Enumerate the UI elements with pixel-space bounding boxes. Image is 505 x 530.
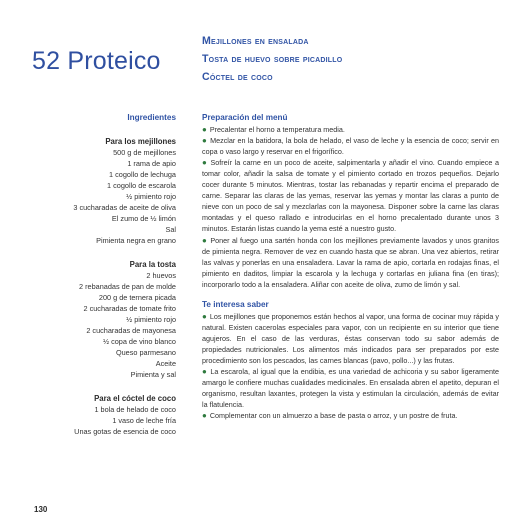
ingredient-group-tosta [6, 259, 176, 380]
ingredients-column [6, 112, 176, 450]
ingredient-item: ½ pimiento rojo [126, 192, 176, 201]
ingredient-item: Unas gotas de esencia de coco [74, 427, 176, 436]
ingredient-item: 2 huevos [146, 271, 176, 280]
ingredient-item: 3 cucharadas de aceite de oliva [73, 203, 176, 212]
interest-text: Complementar con un almuerzo a base de pasta o arroz, y un postre de fruta. [209, 411, 458, 421]
ingredient-group-mejillones [6, 136, 176, 246]
ingredient-item: Sal [165, 225, 176, 234]
ingredient-group-coctel [6, 393, 176, 437]
ingredient-item: 2 cucharadas de mayonesa [86, 326, 176, 335]
ingredient-item: ½ pimiento rojo [126, 315, 176, 324]
ingredient-item: Pimienta y sal [130, 370, 176, 379]
preparation-step [202, 124, 499, 135]
page-title: 52 Proteico [32, 46, 161, 75]
interest-item [202, 311, 499, 366]
ingredient-item: Aceite [155, 359, 176, 368]
ingredient-group-title: Para el cóctel de coco [94, 394, 176, 403]
step-text: Precalentar el horno a temperatura media. [209, 125, 345, 135]
preparation-step [202, 157, 499, 234]
ingredient-item: 1 bola de helado de coco [94, 405, 176, 414]
bullet-icon: ● [202, 235, 208, 245]
ingredient-group-title: Para la tosta [129, 260, 176, 269]
ingredient-item: 2 rebanadas de pan de molde [79, 282, 176, 291]
ingredient-item: 1 vaso de leche fría [112, 416, 176, 425]
interest-heading: Te interesa saber [202, 299, 269, 309]
menu-dishes [202, 32, 492, 86]
ingredient-item: Queso parmesano [115, 348, 176, 357]
interest-text: La escarola, al igual que la endibia, es una variedad de achicoria y su sabor ligeramente amargo le confiere muchas cualidades medicinales. En ensalada abren el apetito, depuran el organismo, resultan laxantes, protegen la vista y estimulan la circulación, además de evitar la flatulencia. [202, 367, 499, 410]
page-number: 130 [34, 505, 48, 514]
ingredient-item: 200 g de ternera picada [98, 293, 176, 302]
bullet-icon: ● [202, 311, 207, 321]
ingredient-item: 1 cogollo de lechuga [109, 170, 176, 179]
dish-title: Cóctel de coco [202, 71, 273, 83]
ingredient-item: 1 rama de apio [127, 159, 176, 168]
bullet-icon: ● [202, 367, 208, 377]
ingredient-item: 1 cogollo de escarola [107, 181, 176, 190]
step-text: Poner al fuego una sartén honda con los mejillones previamente lavados y unos granitos de pimienta negra. Remover de vez en cuando hasta que se abran. Una vez abiertos, retirar las valvas y ponerlas en una ensaladera. Lavar la rama de apio, cortarla en rodajas finas, el pimiento en daditos, limpiar la escarola y la lechuga y cortarlas en juliana fina (en tiras); incorporarlo todo a la ensaladera. Aliñar con aceite de oliva, zumo de limón y sal. [202, 235, 499, 289]
bullet-icon: ● [202, 125, 207, 135]
ingredient-item: El zumo de ½ limón [111, 214, 176, 223]
ingredients-heading: Ingredientes [127, 113, 176, 122]
ingredient-item: 500 g de mejillones [113, 148, 176, 157]
preparation-step [202, 135, 499, 157]
bullet-icon: ● [202, 158, 208, 168]
bullet-icon: ● [202, 411, 207, 421]
dish-title: Mejillones en ensalada [202, 35, 309, 47]
interest-item [202, 410, 499, 421]
ingredient-item: Pimienta negra en grano [96, 236, 176, 245]
preparation-step [202, 235, 499, 290]
interest-item [202, 366, 499, 410]
ingredient-item: 2 cucharadas de tomate frito [83, 304, 176, 313]
step-text: Sofreír la carne en un poco de aceite, salpimentarla y añadir el vino. Cuando empiece a tomar color, añadir la salsa de tomate y el pimiento cortado en trozos pequeños. Dejarlo cocer durante 5 minutos. Mientras, tostar las rebanadas y repartir encima el preparado de carne. Separar las claras de las yemas, reservar las yemas y montar las claras a punto de nieve con un poco de sal y mezclarlas con la mayonesa. Disponer sobre la carne las claras montadas y el queso rallado e introducirlas en el horno precalentado durante unos 3 minutos. Estarán listas cuando la yema esté a nuestro gusto. [202, 158, 499, 234]
instructions-column [202, 112, 499, 421]
preparation-heading: Preparación del menú [202, 113, 288, 122]
ingredient-item: ½ copa de vino blanco [102, 337, 176, 346]
ingredient-group-title: Para los mejillones [105, 137, 176, 146]
step-text: Mezclar en la batidora, la bola de helado, el vaso de leche y la esencia de coco; servir en copa o vaso largo y reservar en el frigorífico. [202, 136, 499, 157]
dish-title: Tosta de huevo sobre picadillo [202, 53, 343, 65]
interest-text: Los mejillones que proponemos están hechos al vapor, una forma de cocinar muy rápida y natural. Existen cacerolas especiales para vapor, con un recipiente en su interior que tiene agujeros. En el caso de las verduras, éstas conservan todo su sabor además de propiedades nutricionales. Los alimentos más indicados para ser preparados por este procedimiento son los pescados, las carnes blancas (pavo, pollo...) y las frutas. [202, 311, 499, 365]
bullet-icon: ● [202, 136, 208, 146]
